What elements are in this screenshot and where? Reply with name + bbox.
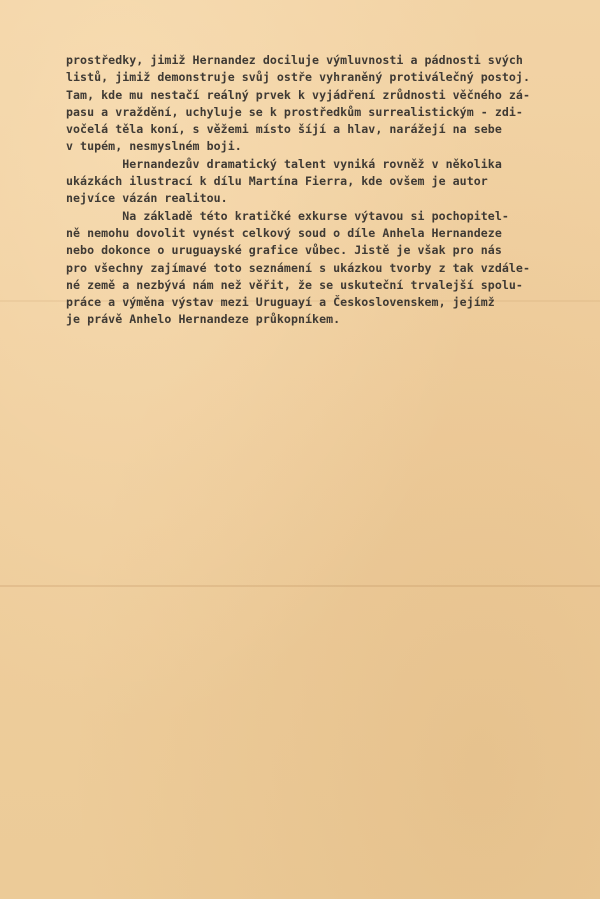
indent bbox=[66, 157, 122, 171]
typewritten-text bbox=[66, 52, 596, 329]
text-line: ukázkách ilustrací k dílu Martína Fierra, kde ovšem je autor bbox=[66, 174, 488, 189]
text-line bbox=[66, 156, 596, 173]
text-line: nebo dokonce o uruguayské grafice vůbec. Jistě je však pro nás bbox=[66, 243, 502, 258]
text-line: nejvíce vázán realitou. bbox=[66, 191, 228, 206]
text-line: práce a výměna výstav mezi Uruguayí a Československem, jejímž bbox=[66, 295, 495, 310]
text-line: vočelá těla koní, s věžemi místo šíjí a hlav, narážejí na sebe bbox=[66, 122, 502, 137]
text-line: pasu a vraždění, uchyluje se k prostředkům surrealistickým - zdi- bbox=[66, 104, 523, 119]
text-line-content: Na základě této kratičké exkurse výtavou si pochopitel- bbox=[122, 208, 509, 223]
text-line: v tupém, nesmyslném boji. bbox=[66, 139, 242, 154]
text-line: ně nemohu dovolit vynést celkový soud o díle Anhela Hernandeze bbox=[66, 225, 502, 240]
paper-fold-line bbox=[0, 585, 600, 587]
text-line-content: Hernandezův dramatický talent vyniká rovněž v několika bbox=[122, 156, 502, 171]
text-line bbox=[66, 208, 596, 225]
text-line: je právě Anhelo Hernandeze průkopníkem. bbox=[66, 312, 341, 327]
text-line: prostředky, jimiž Hernandez dociluje výmluvnosti a pádnosti svých bbox=[66, 53, 523, 67]
text-line: pro všechny zajímavé toto seznámení s ukázkou tvorby z tak vzdále- bbox=[66, 260, 530, 275]
text-line: né země a nezbývá nám než věřit, že se uskuteční trvalejší spolu- bbox=[66, 277, 523, 292]
text-line: Tam, kde mu nestačí reálný prvek k vyjádření zrůdnosti věčného zá- bbox=[66, 87, 530, 102]
indent bbox=[66, 209, 122, 223]
text-line: listů, jimiž demonstruje svůj ostře vyhraněný protiválečný postoj. bbox=[66, 70, 530, 85]
